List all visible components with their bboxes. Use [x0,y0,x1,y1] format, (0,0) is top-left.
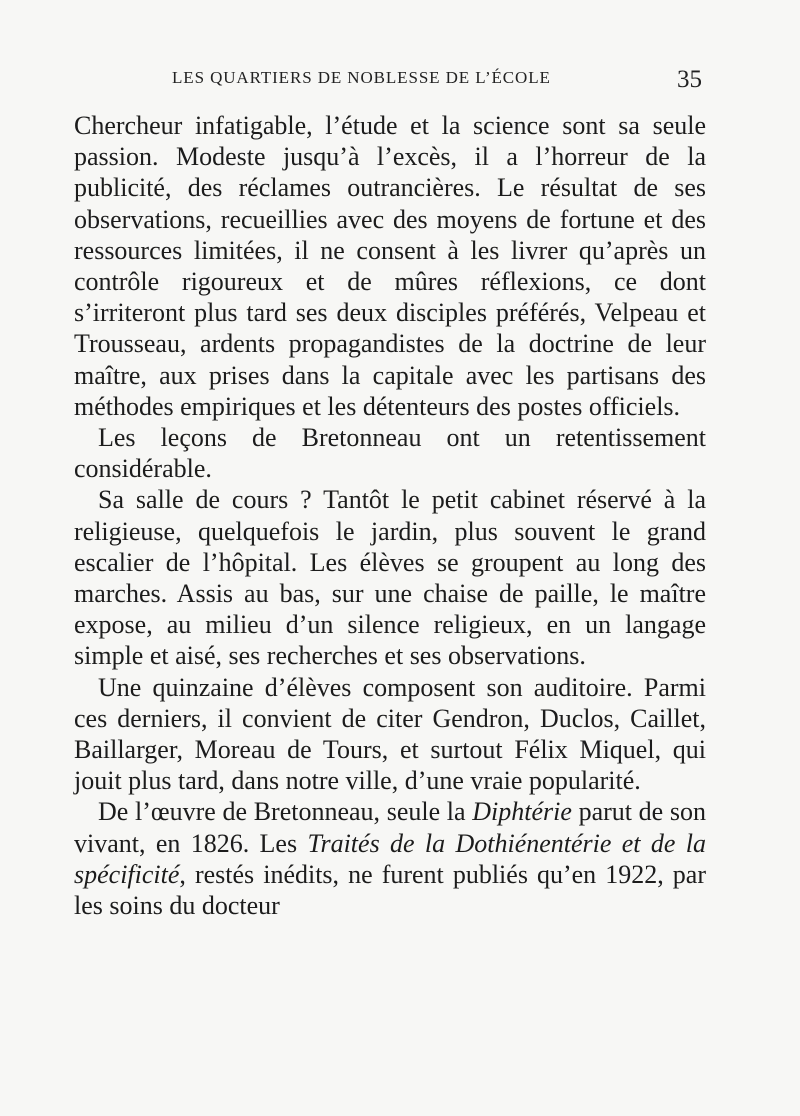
paragraph-5-text-3: , restés inédits, ne furent publiés qu’en 1922, par les soins du docteur [74,859,706,921]
paragraph-5 [74,796,706,921]
running-head [76,66,706,96]
paragraph-1: Chercheur infatigable, l’étude et la science sont sa seule passion. Modeste jusqu’à l’excès, il a l’horreur de la publicité, des réclames outrancières. Le résultat de ses observations, recueillies avec des moyens de fortune et des ressources limitées, il ne consent à les livrer qu’après un contrôle rigoureux et de mûres réflexions, ce dont s’irriteront plus tard ses deux disciples préférés, Velpeau et Trousseau, ardents propagandistes de la doctrine de leur maître, aux prises dans la capitale avec les partisans des méthodes empiriques et les détenteurs des postes officiels. [74,111,706,421]
italic-title-traites: Traités de la Dothiénentérie et de la spécificité [74,828,706,889]
paragraph-5-text-2: parut de son vivant, en 1826. Les [74,797,706,858]
paragraph-2: Les leçons de Bretonneau ont un retentissement considérable. [74,423,706,484]
running-title: LES QUARTIERS DE NOBLESSE DE L’ÉCOLE [172,68,551,87]
paragraph-3: Sa salle de cours ? Tantôt le petit cabinet réservé à la religieuse, quelquefois le jardin, plus souvent le grand escalier de l’hôpital. Les élèves se groupent au long des marches. Assis au bas, sur une chaise de paille, le maître expose, au milieu d’un silence religieux, en un langage simple et aisé, ses recherches et ses observations. [74,485,706,671]
body-text [74,110,706,921]
paragraph-5-text-1: De l’œuvre de Bretonneau, seule la [98,797,473,827]
italic-title-diphterie: Diphtérie [472,797,572,827]
page-number: 35 [677,66,702,93]
paragraph-4: Une quinzaine d’élèves composent son auditoire. Parmi ces derniers, il convient de citer Gendron, Duclos, Caillet, Baillarger, Moreau de Tours, et surtout Félix Miquel, qui jouit plus tard, dans notre ville, d’une vraie popularité. [74,672,706,796]
